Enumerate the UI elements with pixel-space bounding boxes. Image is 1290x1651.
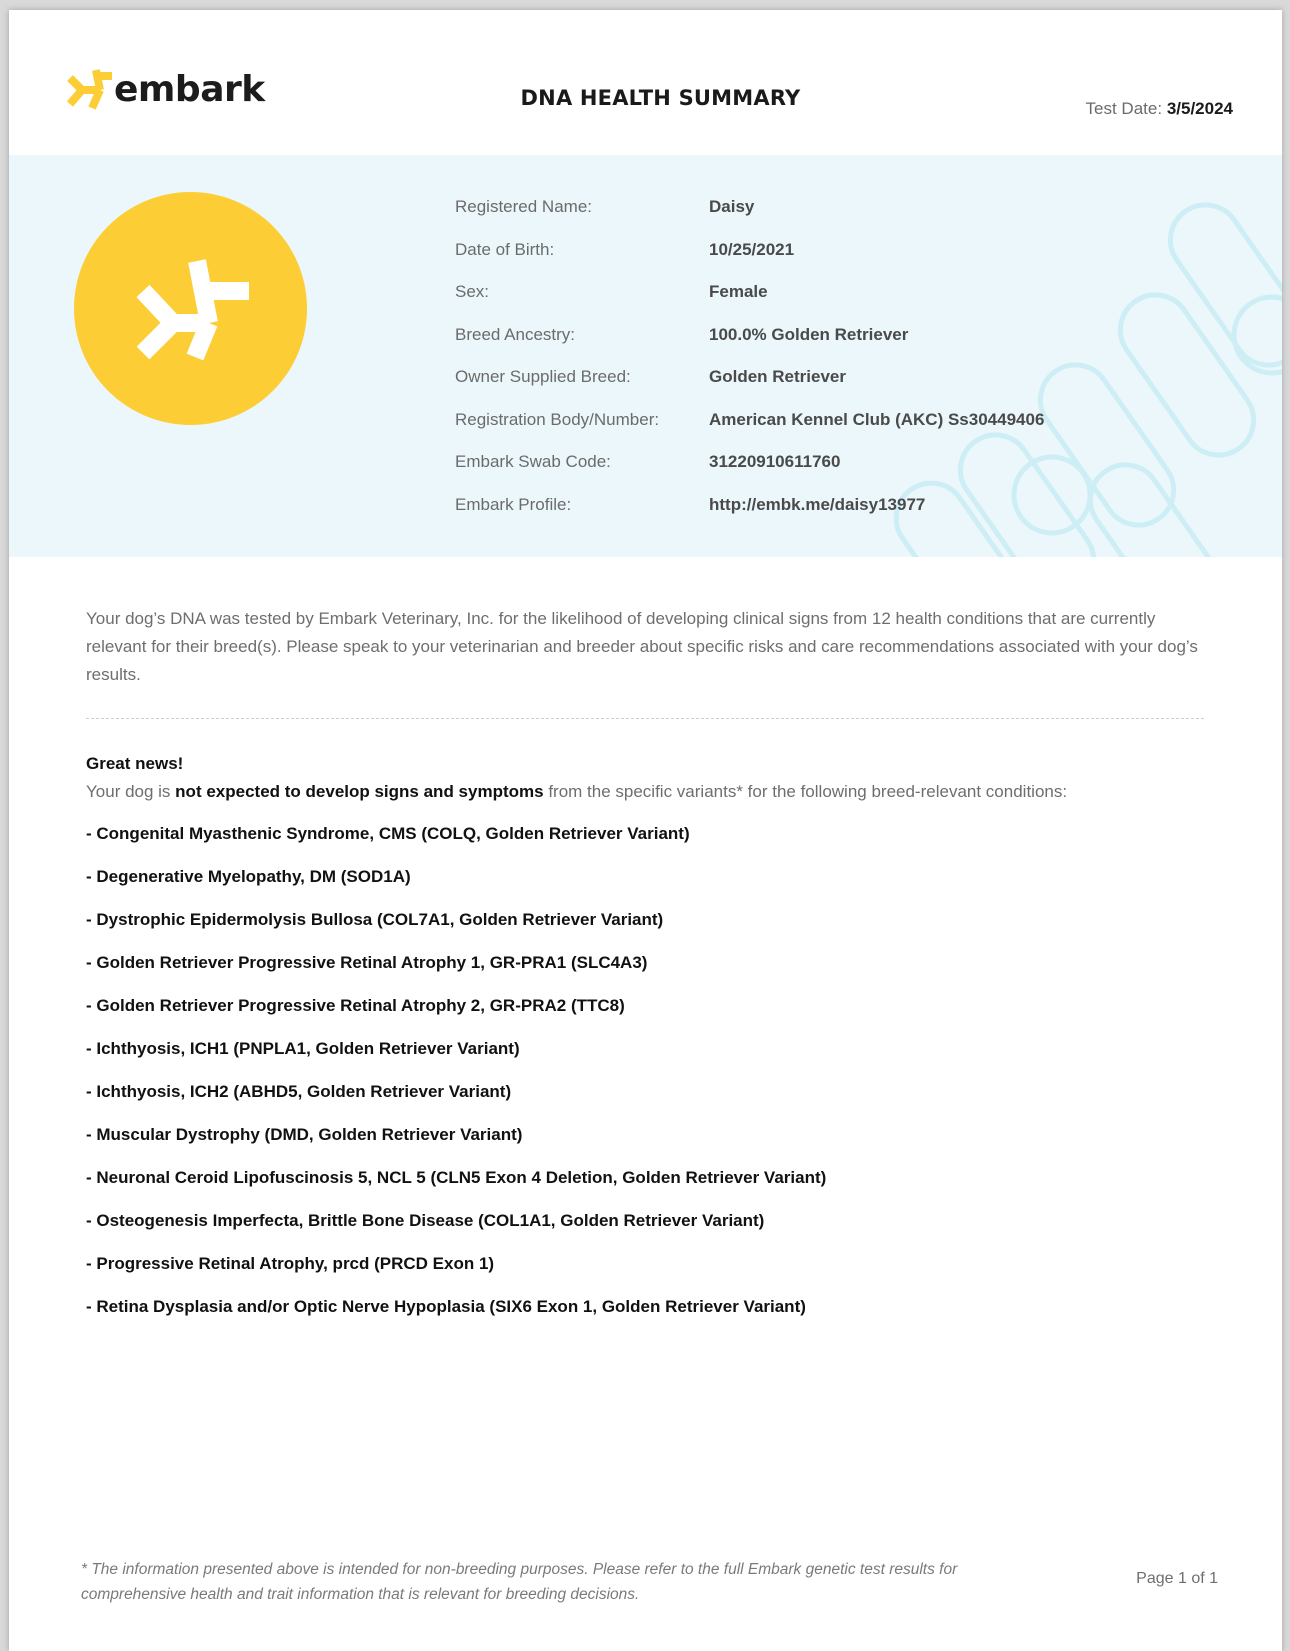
test-date bbox=[1086, 99, 1233, 119]
info-label: Embark Swab Code: bbox=[455, 452, 611, 471]
embark-mark-icon bbox=[133, 257, 249, 361]
info-value: 100.0% Golden Retriever bbox=[709, 324, 909, 344]
condition-item: - Degenerative Myelopathy, DM (SOD1A) bbox=[86, 867, 411, 886]
info-value: Female bbox=[709, 282, 768, 301]
condition-item: - Ichthyosis, ICH2 (ABHD5, Golden Retriever Variant) bbox=[86, 1082, 512, 1101]
condition-item: - Muscular Dystrophy (DMD, Golden Retriever Variant) bbox=[86, 1125, 523, 1144]
info-value: 10/25/2021 bbox=[709, 239, 795, 259]
info-label: Owner Supplied Breed: bbox=[455, 367, 631, 386]
condition-item: - Retina Dysplasia and/or Optic Nerve Hypoplasia (SIX6 Exon 1, Golden Retriever Variant) bbox=[86, 1297, 806, 1316]
condition-item: - Osteogenesis Imperfecta, Brittle Bone Disease (COL1A1, Golden Retriever Variant) bbox=[86, 1211, 765, 1230]
report-page bbox=[9, 10, 1282, 1651]
logo-text: embark bbox=[114, 68, 265, 110]
info-row-owner-breed bbox=[455, 367, 1044, 410]
page-title: DNA HEALTH SUMMARY bbox=[520, 86, 801, 110]
conditions-list bbox=[86, 824, 826, 1340]
condition-item: - Golden Retriever Progressive Retinal Atrophy 2, GR-PRA2 (TTC8) bbox=[86, 996, 625, 1015]
summary-suffix: from the specific variants* for the following breed-relevant conditions: bbox=[548, 782, 1068, 801]
info-value: American Kennel Club (AKC) Ss30449406 bbox=[709, 409, 1045, 429]
condition-item: - Neuronal Ceroid Lipofuscinosis 5, NCL 5 (CLN5 Exon 4 Deletion, Golden Retriever Variant) bbox=[86, 1168, 827, 1187]
condition-item: - Progressive Retinal Atrophy, prcd (PRCD Exon 1) bbox=[86, 1254, 495, 1273]
info-label: Registered Name: bbox=[455, 197, 593, 216]
condition-item: - Dystrophic Epidermolysis Bullosa (COL7A1, Golden Retriever Variant) bbox=[86, 910, 664, 929]
dog-info-band bbox=[9, 155, 1282, 557]
info-value: Golden Retriever bbox=[709, 367, 846, 386]
summary-prefix: Your dog is bbox=[86, 782, 171, 801]
report-header bbox=[9, 10, 1282, 155]
test-date-label: Test Date: bbox=[1085, 99, 1163, 118]
info-label: Date of Birth: bbox=[455, 239, 555, 259]
info-label: Sex: bbox=[455, 282, 490, 301]
page-number: Page 1 of 1 bbox=[1136, 1570, 1218, 1587]
results-summary bbox=[86, 782, 1067, 802]
summary-bold: not expected to develop signs and symptoms bbox=[175, 782, 544, 801]
info-row-registration bbox=[455, 410, 1044, 453]
info-row-date-of-birth bbox=[455, 240, 1044, 283]
intro-paragraph: Your dog’s DNA was tested by Embark Veterinary, Inc. for the likelihood of developing clinical signs from 12 health conditions that are currently relevant for their breed(s). Please speak to your veterinarian and breeder about specific risks and care recommendations associated with your dog’s results. bbox=[86, 609, 1198, 684]
divider bbox=[86, 718, 1204, 719]
profile-link[interactable]: http://embk.me/daisy13977 bbox=[709, 494, 926, 514]
info-row-breed-ancestry bbox=[455, 325, 1044, 368]
info-row-registered-name bbox=[455, 197, 1044, 240]
footnote: * The information presented above is intended for non-breeding purposes. Please refer to the full Embark genetic test results for comprehensive health and trait information that is relevant for breeding decisions. bbox=[81, 1561, 958, 1603]
condition-item: - Golden Retriever Progressive Retinal Atrophy 1, GR-PRA1 (SLC4A3) bbox=[86, 953, 648, 972]
info-value: Daisy bbox=[709, 197, 755, 216]
dog-avatar bbox=[74, 192, 307, 425]
info-label: Registration Body/Number: bbox=[455, 409, 660, 429]
test-date-value: 3/5/2024 bbox=[1166, 99, 1233, 118]
info-value: 31220910611760 bbox=[709, 452, 841, 471]
dog-info-table bbox=[455, 197, 1044, 537]
info-row-profile-link bbox=[455, 495, 1044, 538]
info-label: Breed Ancestry: bbox=[455, 324, 576, 344]
info-row-swab-code bbox=[455, 452, 1044, 495]
info-label: Embark Profile: bbox=[455, 494, 572, 514]
results-heading: Great news! bbox=[86, 754, 184, 773]
condition-item: - Congenital Myasthenic Syndrome, CMS (COLQ, Golden Retriever Variant) bbox=[86, 824, 690, 843]
info-row-sex bbox=[455, 282, 1044, 325]
condition-item: - Ichthyosis, ICH1 (PNPLA1, Golden Retriever Variant) bbox=[86, 1039, 520, 1058]
